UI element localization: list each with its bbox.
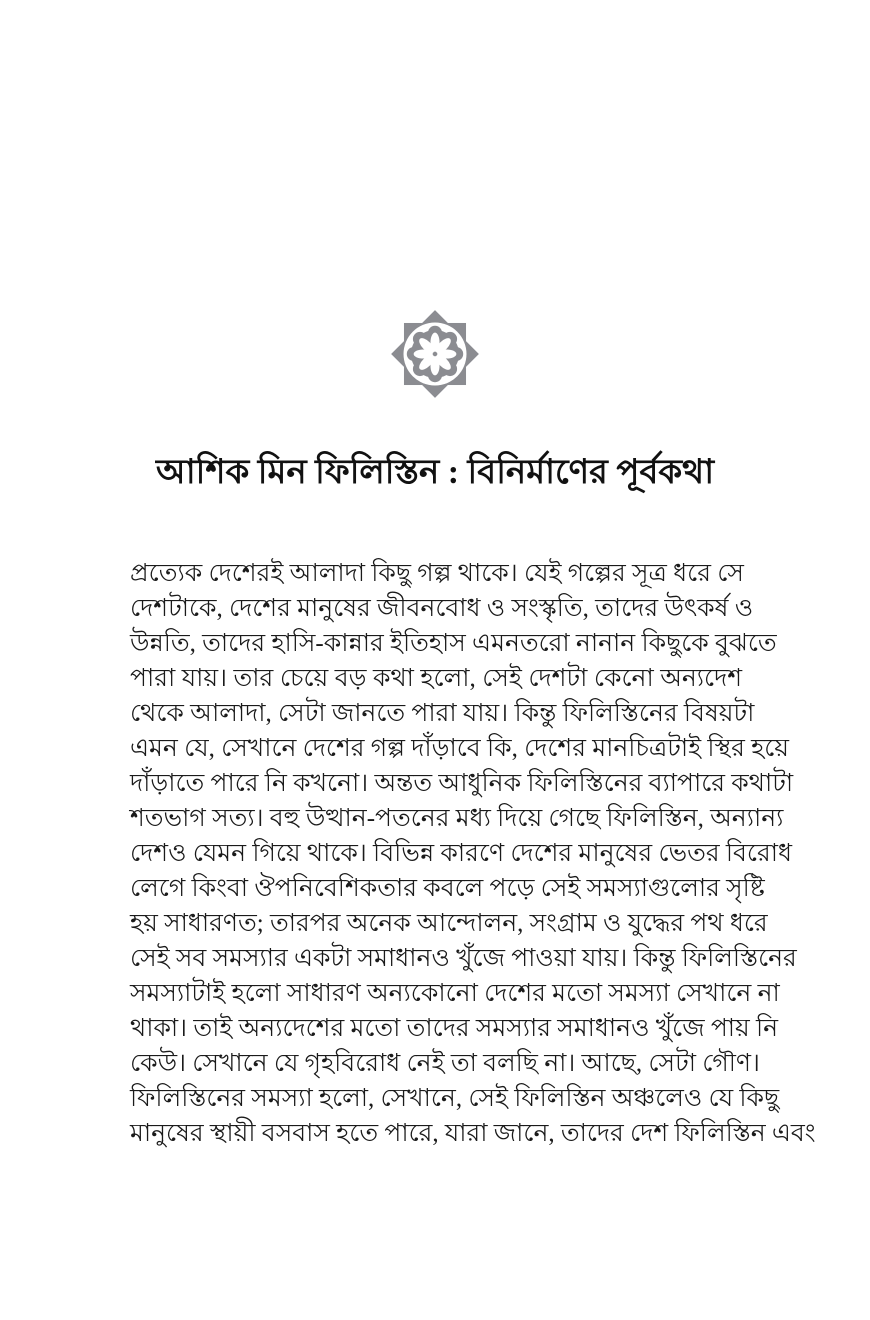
text-line: সেই সব সমস্যার একটা সমাধানও খুঁজে পাওয়া যায়। কিন্তু ফিলিস্তিনের (130, 945, 797, 972)
chapter-title: আশিক মিন ফিলিস্তিন : বিনির্মাণের পূর্বকথা (155, 454, 715, 491)
text-line: এমন যে, সেখানে দেশের গল্প দাঁড়াবে কি, দেশের মানচিত্রটাই স্থির হয়ে (130, 735, 790, 762)
text-line: থেকে আলাদা, সেটা জানতে পারা যায়। কিন্তু ফিলিস্তিনের বিষয়টা (130, 700, 755, 727)
text-line: দেশটাকে, দেশের মানুষের জীবনবোধ ও সংস্কৃতি, তাদের উৎকর্ষ ও (130, 595, 754, 622)
text-line: দাঁড়াতে পারে নি কখনো। অন্তত আধুনিক ফিলিস্তিনের ব্যাপারে কথাটা (130, 770, 794, 797)
text-line: লেগে কিংবা ঔপনিবেশিকতার কবলে পড়ে সেই সমস্যাগুলোর সৃষ্টি (130, 875, 765, 902)
floral-star-ornament-icon (388, 307, 482, 401)
text-line: শতভাগ সত্য। বহু উত্থান-পতনের মধ্য দিয়ে গেছে ফিলিস্তিন, অন্যান্য (130, 805, 784, 832)
text-line: সমস্যাটাই হলো সাধারণ অন্যকোনো দেশের মতো সমস্যা সেখানে না (130, 980, 780, 1007)
text-line: পারা যায়। তার চেয়ে বড় কথা হলো, সেই দেশটা কেনো অন্যদেশ (130, 665, 742, 692)
text-line: প্রত্যেক দেশেরই আলাদা কিছু গল্প থাকে। যেই গল্পের সূত্র ধরে সে (130, 560, 744, 587)
body-paragraph (130, 556, 816, 1151)
text-line: হয় সাধারণত; তারপর অনেক আন্দোলন, সংগ্রাম ও যুদ্ধের পথ ধরে (130, 910, 768, 937)
text-line: মানুষের স্থায়ী বসবাস হতে পারে, যারা জানে, তাদের দেশ ফিলিস্তিন এবং (130, 1120, 816, 1147)
text-line: উন্নতি, তাদের হাসি-কান্নার ইতিহাস এমনতরো নানান কিছুকে বুঝতে (130, 630, 777, 657)
text-line: ফিলিস্তিনের সমস্যা হলো, সেখানে, সেই ফিলিস্তিন অঞ্চলেও যে কিছু (130, 1085, 780, 1112)
text-line: থাকা। তাই অন্যদেশের মতো তাদের সমস্যার সমাধানও খুঁজে পায় নি (130, 1015, 779, 1042)
text-line: দেশও যেমন গিয়ে থাকে। বিভিন্ন কারণে দেশের মানুষের ভেতর বিরোধ (130, 840, 792, 867)
text-line: কেউ। সেখানে যে গৃহবিরোধ নেই তা বলছি না। আছে, সেটা গৌণ। (130, 1050, 760, 1077)
